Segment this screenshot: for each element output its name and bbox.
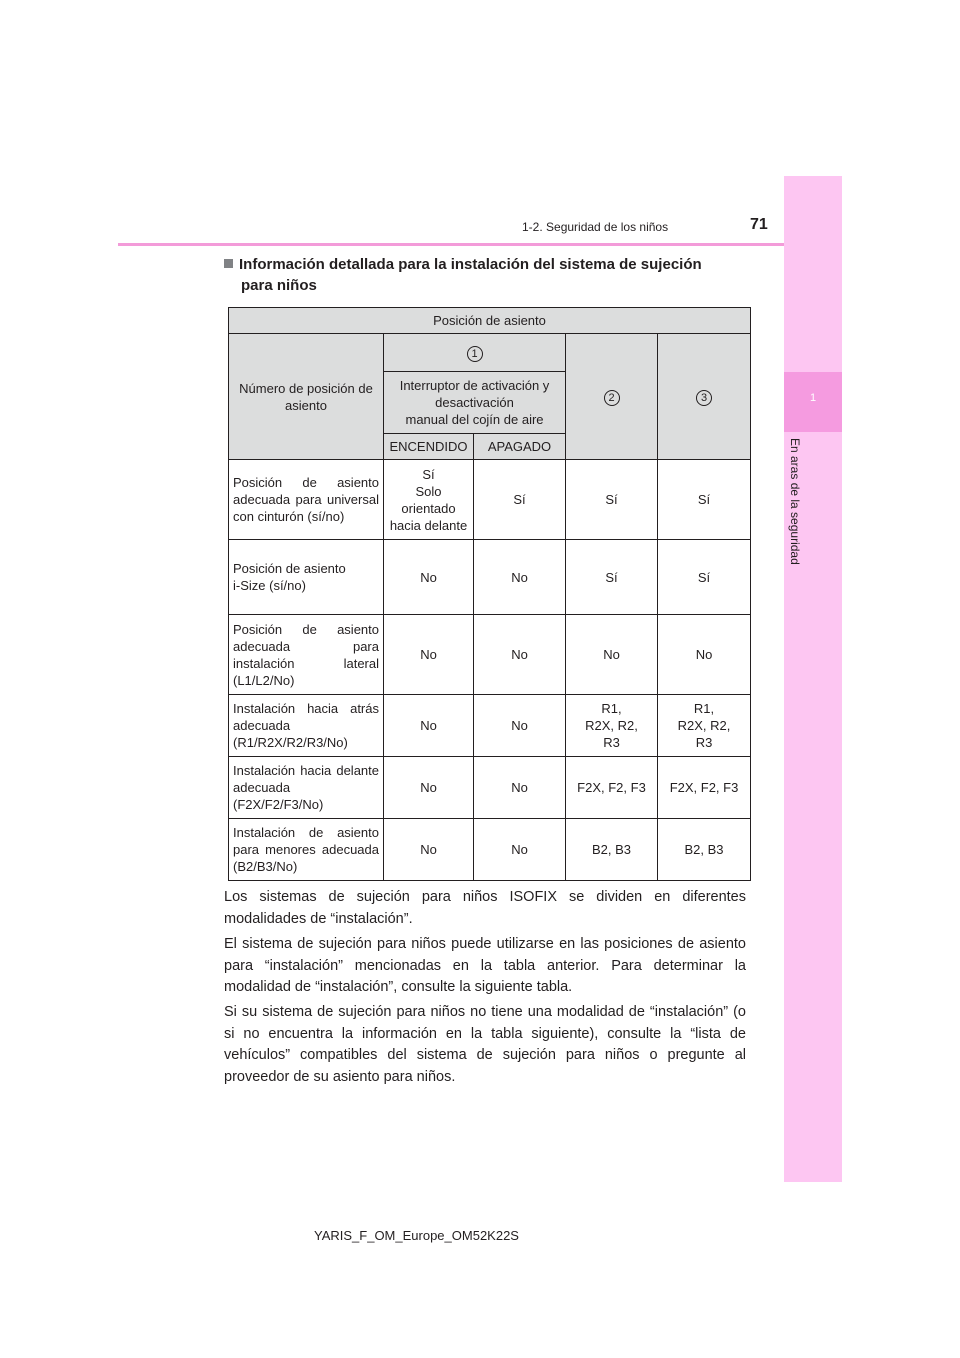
table-row — [229, 819, 751, 881]
row-label: Instalación hacia atrás adecuada (R1/R2X/R2/R3/No) — [229, 695, 384, 757]
cell-off: No — [474, 695, 566, 757]
table-row — [229, 460, 751, 540]
airbag-switch-header — [384, 372, 566, 434]
cell-seat-3: B2, B3 — [658, 819, 751, 881]
table-row — [229, 695, 751, 757]
table-row — [229, 540, 751, 615]
airbag-switch-line-1: Interruptor de activación y desactivación — [399, 378, 550, 410]
cell-text: R3 — [695, 735, 713, 750]
table-title: Posición de asiento — [229, 308, 751, 334]
cell-off: No — [474, 615, 566, 695]
paragraph-3: Si su sistema de sujeción para niños no tiene una modalidad de “instalación” (o si no encuentra la información en la tabla siguiente), consulte la “lista de vehículos” compatibles del sistema de sujeción para niños o pregunte al proveedor de su asiento para niños. — [224, 1004, 746, 1085]
cell-seat-2: Sí — [566, 460, 658, 540]
cell-on: No — [384, 540, 474, 615]
cell-text: R1, — [601, 701, 622, 716]
row-header-seat-number: Número de posición de asiento — [229, 334, 384, 460]
cell-off: No — [474, 540, 566, 615]
row-label: Instalación de asiento para menores adecuada (B2/B3/No) — [229, 819, 384, 881]
cell-on — [384, 460, 474, 540]
side-tab-number: 1 — [809, 392, 817, 404]
cell-on: No — [384, 819, 474, 881]
cell-on: No — [384, 695, 474, 757]
page-number: 71 — [750, 216, 768, 233]
cell-seat-3: No — [658, 615, 751, 695]
on-header: ENCENDIDO — [384, 434, 474, 460]
cell-text: Solo — [415, 483, 442, 499]
cell-seat-3: Sí — [658, 460, 751, 540]
cell-text: R2X, R2, — [585, 718, 638, 733]
column-3-header — [658, 334, 751, 460]
cell-text: hacia delante — [389, 517, 468, 533]
header-divider — [118, 243, 842, 246]
cell-text: Sí — [422, 466, 435, 482]
cell-off: No — [474, 819, 566, 881]
cell-seat-2 — [566, 695, 658, 757]
cell-text: R2X, R2, — [677, 718, 731, 733]
heading-line-2: para niños — [241, 277, 317, 294]
cell-seat-3: Sí — [658, 540, 751, 615]
cell-seat-2: Sí — [566, 540, 658, 615]
paragraph-1: Los sistemas de sujeción para niños ISOFIX se dividen en diferentes modalidades de “instalación”. — [224, 889, 746, 927]
row-label — [229, 540, 384, 615]
cell-text: R3 — [603, 735, 620, 750]
table-row — [229, 615, 751, 695]
seat-2-number: 2 — [604, 390, 620, 406]
square-bullet-icon — [224, 259, 233, 268]
paragraph-2: El sistema de sujeción para niños puede utilizarse en las posiciones de asiento para “instalación” mencionadas en la tabla anterior. Para determinar la modalidad de “instalación”, consulte la siguiente tabla. — [224, 936, 746, 995]
row-label: Instalación hacia delante adecuada (F2X/F2/F3/No) — [229, 757, 384, 819]
side-tab-title: En aras de la seguridad — [788, 438, 802, 565]
row-label-line: i-Size (sí/no) — [233, 578, 306, 593]
side-tab-strip — [784, 176, 842, 1182]
footer-document-code: YARIS_F_OM_Europe_OM52K22S — [314, 1228, 519, 1243]
row-label: Posición de asiento adecuada para universal con cinturón (sí/no) — [229, 460, 384, 540]
row-label-line: Posición de asiento — [233, 561, 346, 576]
cell-seat-2: F2X, F2, F3 — [566, 757, 658, 819]
header-section-title: 1-2. Seguridad de los niños — [522, 220, 669, 234]
column-1-header — [384, 334, 566, 372]
table-row — [229, 757, 751, 819]
section-heading — [224, 254, 746, 296]
cell-text: R1, — [693, 701, 715, 716]
cell-off: Sí — [474, 460, 566, 540]
cell-seat-2: No — [566, 615, 658, 695]
heading-line-1: Información detallada para la instalación del sistema de sujeción — [239, 256, 702, 273]
airbag-switch-line-2: manual del cojín de aire — [405, 412, 544, 427]
seat-3-number: 3 — [696, 390, 712, 406]
cell-seat-2: B2, B3 — [566, 819, 658, 881]
cell-text: orientado — [401, 500, 456, 516]
seat-position-table — [228, 307, 751, 881]
seat-1-number: 1 — [467, 346, 483, 362]
cell-on: No — [384, 757, 474, 819]
cell-seat-3: F2X, F2, F3 — [658, 757, 751, 819]
row-label: Posición de asiento adecuada para instalación lateral (L1/L2/No) — [229, 615, 384, 695]
column-2-header — [566, 334, 658, 460]
cell-on: No — [384, 615, 474, 695]
cell-seat-3 — [658, 695, 751, 757]
off-header: APAGADO — [474, 434, 566, 460]
cell-off: No — [474, 757, 566, 819]
